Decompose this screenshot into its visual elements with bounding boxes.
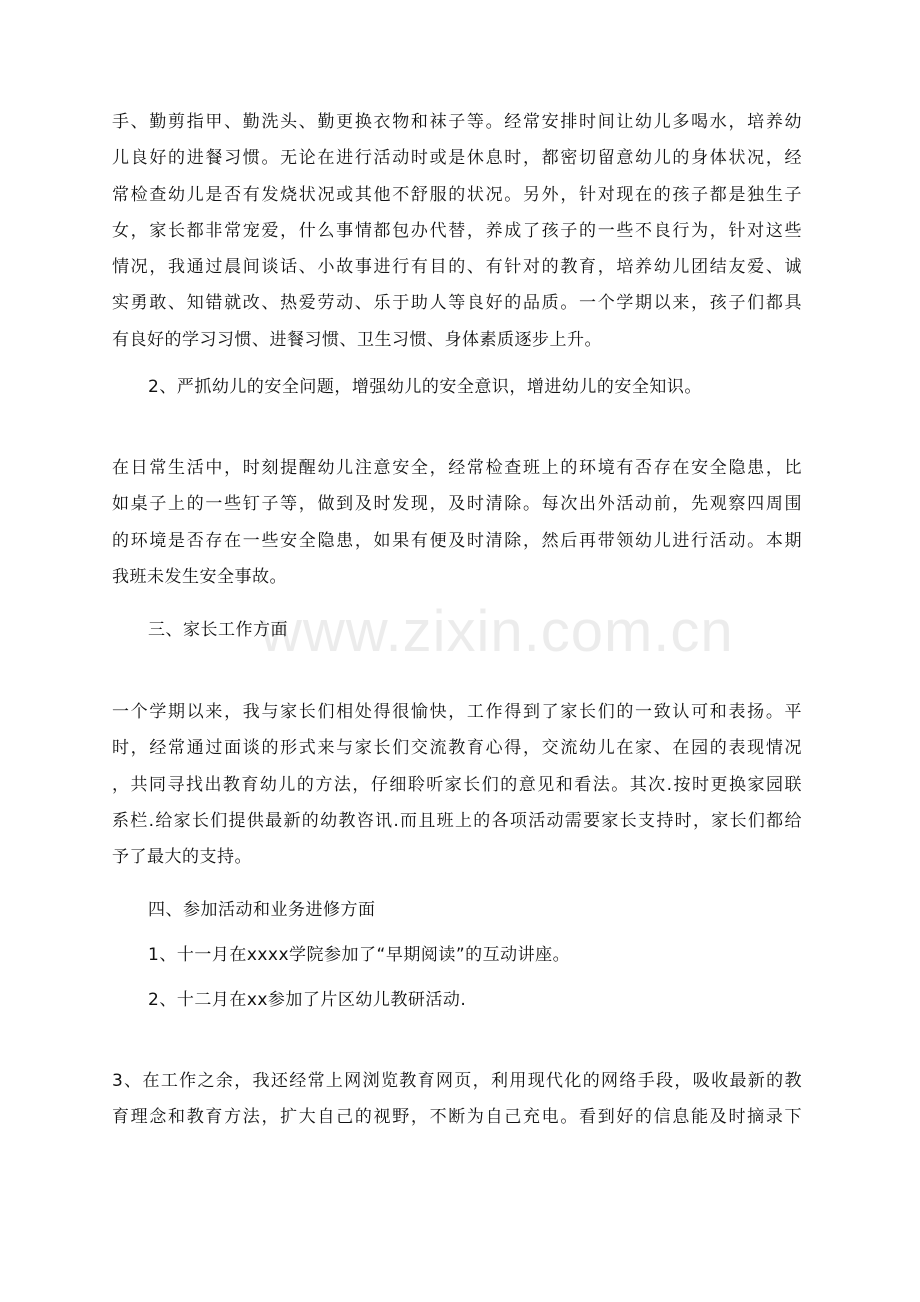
text-line: 如桌子上的一些钉子等，做到及时发现，及时清除。每次出外活动前，先观察四周围 (112, 494, 802, 515)
item-safety: 2、严抓幼儿的安全问题，增强幼儿的安全意识，增进幼儿的安全知识。 (148, 377, 702, 397)
paragraph-safety (112, 450, 802, 595)
item-lecture: 1、十一月在xxxx学院参加了“早期阅读”的互动讲座。 (148, 945, 571, 965)
text-line: 一个学期以来，我与家长们相处得很愉快，工作得到了家长们的一致认可和表扬。平 (112, 702, 802, 722)
text-line: 育理念和教育方法，扩大自己的视野，不断为自己充电。看到好的信息能及时摘录下 (112, 1107, 802, 1128)
paragraph-online (112, 1063, 802, 1136)
text-line: 有良好的学习习惯、进餐习惯、卫生习惯、身体素质逐步上升。 (112, 329, 602, 350)
heading-activities: 四、参加活动和业务进修方面 (148, 900, 376, 920)
paragraph-hygiene (112, 104, 802, 358)
text-line: 的环境是否存在一些安全隐患，如果有便及时清除，然后再带领幼儿进行活动。本期 (112, 530, 802, 551)
text-line: 女，家长都非常宠爱，什么事情都包办代替，养成了孩子的一些不良行为，针对这些 (112, 220, 802, 241)
text-line: 情况，我通过晨间谈话、小故事进行有目的、有针对的教育，培养幼儿团结友爱、诚 (112, 257, 802, 278)
text-line: 系栏.给家长们提供最新的幼教咨讯.而且班上的各项活动需要家长支持时，家长们都给 (112, 810, 802, 831)
text-line: 时，经常通过面谈的形式来与家长们交流教育心得，交流幼儿在家、在园的表现情况 (112, 738, 802, 759)
watermark: www.zixin.com.cn (260, 599, 734, 664)
text-line: 实勇敢、知错就改、热爱劳动、乐于助人等良好的品质。一个学期以来，孩子们都具 (112, 293, 802, 314)
text-line: 在日常生活中，时刻提醒幼儿注意安全，经常检查班上的环境有否存在安全隐患，比 (112, 458, 802, 478)
text-line: 我班未发生安全事故。 (112, 566, 287, 587)
text-line: 常检查幼儿是否有发烧状况或其他不舒服的状况。另外，针对现在的孩子都是独生子 (112, 184, 802, 205)
text-line: ，共同寻找出教育幼儿的方法，仔细聆听家长们的意见和看法。其次.按时更换家园联 (112, 774, 802, 795)
item-research: 2、十二月在xx参加了片区幼儿教研活动. (148, 990, 467, 1010)
text-line: 手、勤剪指甲、勤洗头、勤更换衣物和袜子等。经常安排时间让幼儿多喝水，培养幼 (112, 112, 802, 132)
text-line: 予了最大的支持。 (112, 847, 252, 868)
heading-parents: 三、家长工作方面 (148, 620, 288, 640)
text-line: 儿良好的进餐习惯。无论在进行活动时或是休息时，都密切留意幼儿的身体状况，经 (112, 148, 802, 169)
paragraph-parents (112, 694, 802, 875)
text-line: 3、在工作之余，我还经常上网浏览教育网页，利用现代化的网络手段，吸收最新的教 (112, 1071, 802, 1091)
